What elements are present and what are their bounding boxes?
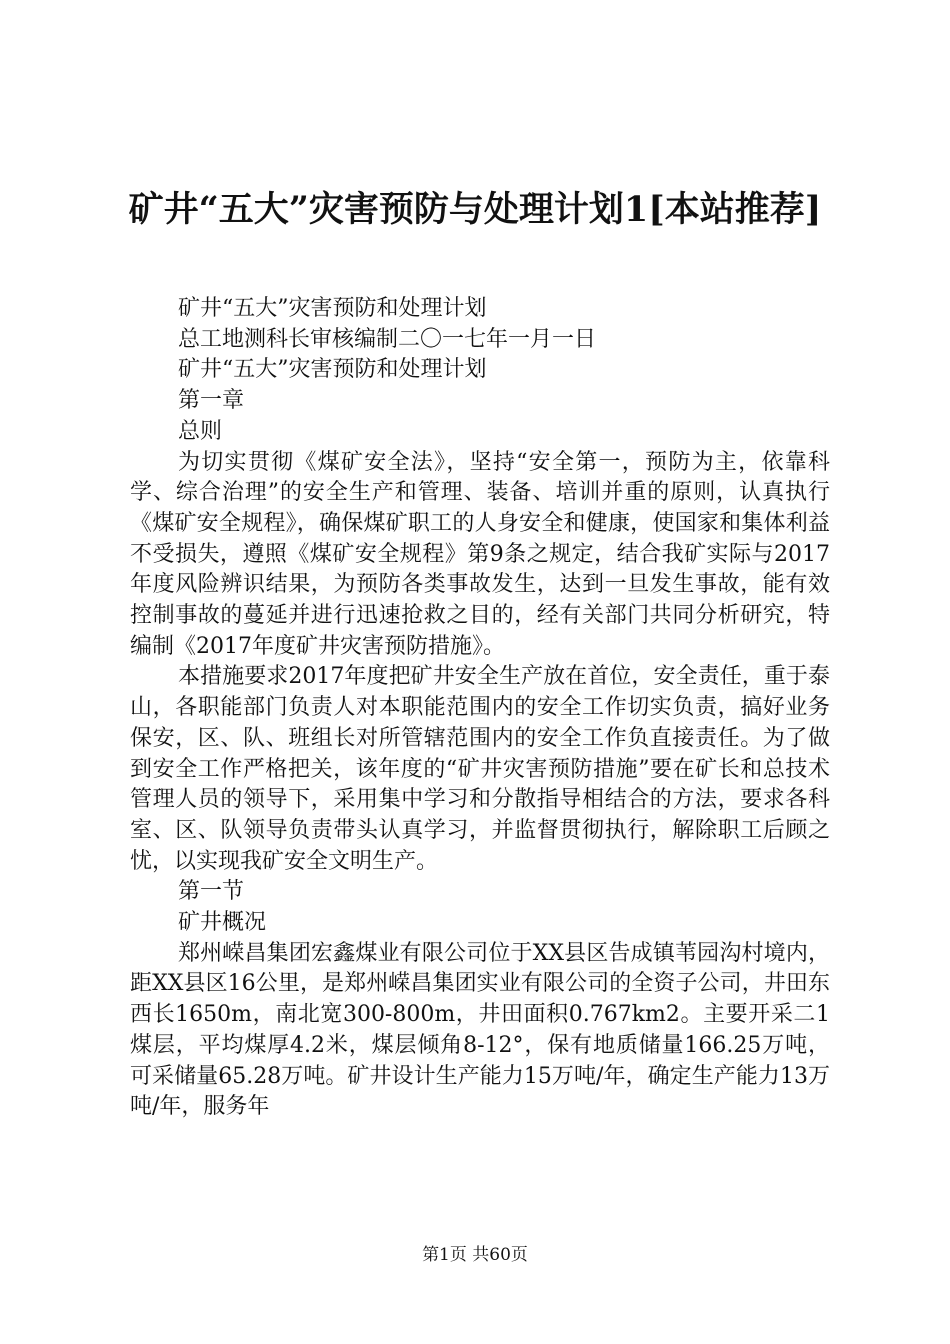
paragraph-mine-overview: 郑州嵘昌集团宏鑫煤业有限公司位于XX县区告成镇苇园沟村境内，距XX县区16公里，是郑州嵘昌集团实业有限公司的全资子公司，井田东西长1650m，南北宽300-800m，井田面积0.767km2。主要开采二1煤层，平均煤厚4.2米，煤层倾角8-12°，保有地质储量166.25万吨，可采储量65.28万吨。矿井设计生产能力15万吨/年，确定生产能力13万吨/年，服务年 — [130, 940, 830, 1120]
header-line-plan-title: 矿井“五大”灾害预防和处理计划 — [178, 296, 487, 321]
section-heading: 第一节 — [178, 879, 245, 905]
paragraph-purpose: 为切实贯彻《煤矿安全法》，坚持“安全第一，预防为主，依靠科学、综合治理”的安全生产和管理、装备、培训并重的原则，认真执行《煤矿安全规程》，确保煤矿职工的人身安全和健康，使国家和集体利益不受损失，遵照《煤矿安全规程》第9条之规定，结合我矿实际与2017年度风险辨识结果，为预防各类事故发生，达到一旦发生事故，能有效控制事故的蔓延并进行迅速抢救之目的，经有关部门共同分析研究，特编制《2017年度矿井灾害预防措施》。 — [130, 449, 830, 659]
page-footer: 第1页 共60页 — [422, 1245, 528, 1265]
chapter-heading: 第一章 — [178, 388, 245, 414]
document-title: 矿井“五大”灾害预防与处理计划1[本站推荐] — [128, 189, 822, 230]
document-body — [130, 294, 830, 1123]
chapter-subtitle: 总则 — [178, 418, 223, 444]
section-subtitle: 矿井概况 — [178, 910, 267, 936]
header-line-plan-title-repeat: 矿井“五大”灾害预防和处理计划 — [178, 357, 487, 383]
paragraph-requirements: 本措施要求2017年度把矿井安全生产放在首位，安全责任，重于泰山，各职能部门负责人对本职能范围内的安全工作切实负责，搞好业务保安，区、队、班组长对所管辖范围内的安全工作负直接责任。为了做到安全工作严格把关，该年度的“矿井灾害预防措施”要在矿长和总技术管理人员的领导下，采用集中学习和分散指导相结合的方法，要求各科室、区、队领导负责带头认真学习，并监督贯彻执行，解除职工后顾之忧，以实现我矿安全文明生产。 — [130, 664, 830, 874]
header-line-author-date: 总工地测科长审核编制二〇一七年一月一日 — [178, 326, 597, 352]
